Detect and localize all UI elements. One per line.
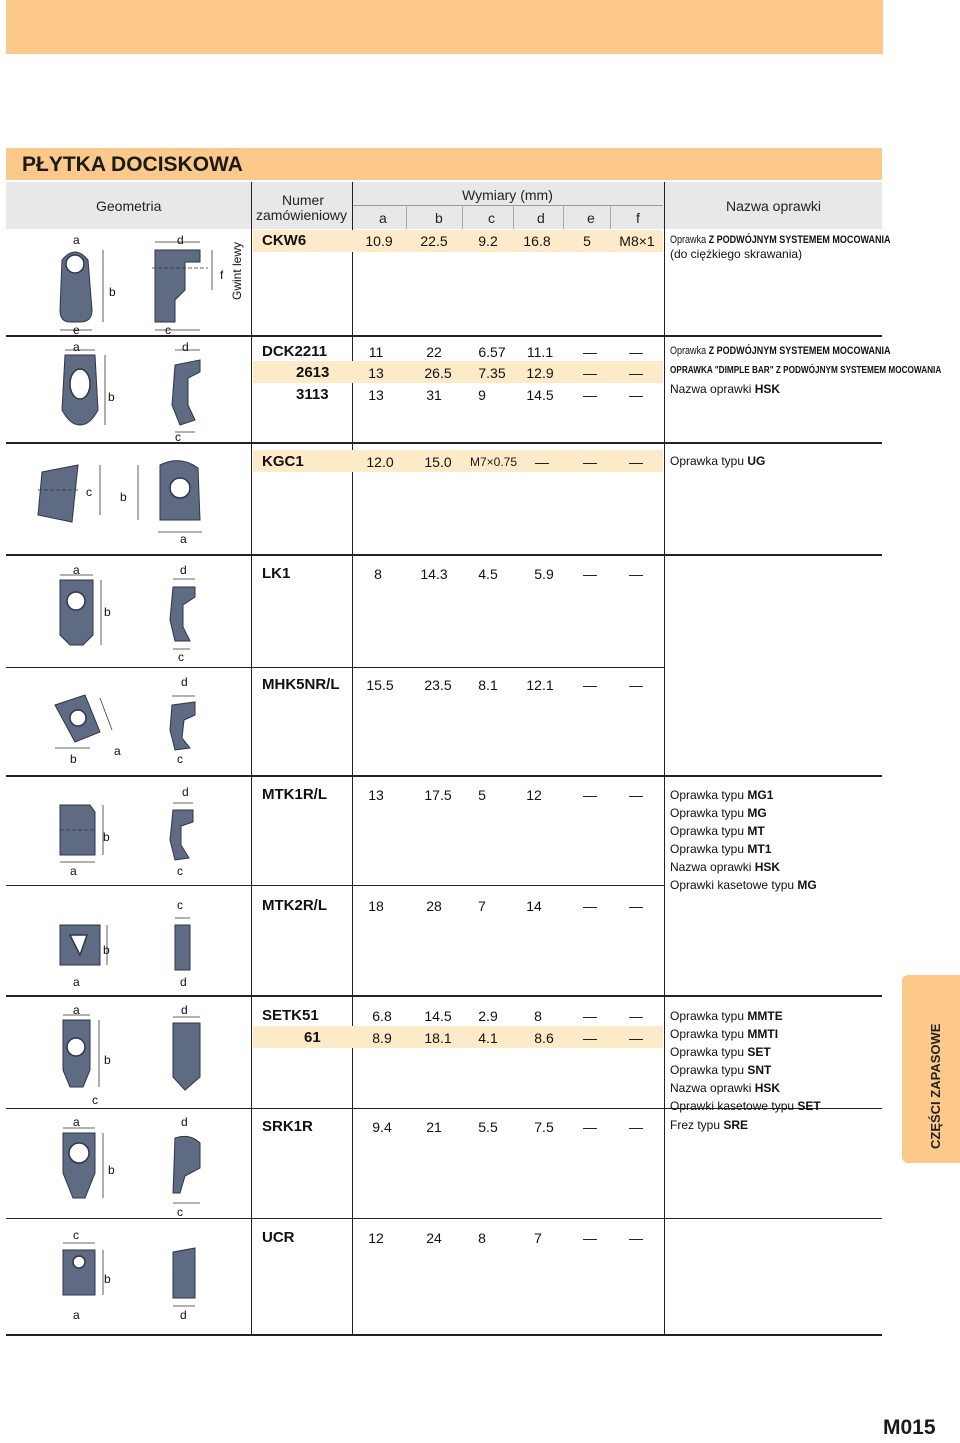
dim-e: —: [583, 454, 597, 470]
dim-d: 12.1: [526, 677, 554, 693]
holder-kgc1: Oprawka typu UG: [670, 454, 766, 468]
header-order-line1: Numer: [282, 192, 325, 208]
dim-d: 7: [534, 1230, 542, 1246]
holder-mtk-item: Oprawki kasetowe typu MG: [670, 878, 817, 892]
holder-dck-line2: OPRAWKA "DIMPLE BAR" Z PODWÓJNYM SYSTEMEM MOCOWANIA: [670, 365, 942, 376]
header-dim-d: d: [537, 210, 545, 226]
dim-label-d: d: [182, 340, 189, 354]
srk1r-drawing: [55, 1128, 245, 1213]
order-code: MTK1R/L: [262, 786, 327, 803]
dim-label-a: a: [73, 975, 80, 989]
col-sep-c: [513, 205, 514, 229]
holder-mtk-item: Nazwa oprawki HSK: [670, 860, 781, 874]
dim-c: 5.5: [478, 1119, 498, 1135]
dim-b: 15.0: [424, 454, 452, 470]
order-code: SRK1R: [262, 1118, 313, 1135]
dim-f: —: [629, 566, 643, 582]
holder-setk-item: Oprawka typu MMTI: [670, 1027, 779, 1041]
dim-label-a: a: [180, 532, 187, 546]
dim-label-c: c: [177, 1205, 183, 1219]
dim-d: 16.8: [523, 233, 551, 249]
dim-a: 6.8: [372, 1008, 392, 1024]
dim-label-a: a: [73, 563, 80, 577]
dim-label-c: c: [177, 898, 183, 912]
dim-label-c: c: [92, 1093, 98, 1107]
dim-a: 13: [368, 787, 384, 803]
dim-label-b: b: [70, 752, 77, 766]
dim-b: 31: [426, 387, 442, 403]
dim-label-a: a: [73, 340, 80, 354]
dim-label-d: d: [181, 1115, 188, 1129]
dim-f: —: [629, 365, 643, 381]
dim-b: 22: [426, 344, 442, 360]
header-dim-c: c: [488, 210, 495, 226]
row-sep: [6, 1218, 882, 1219]
dim-label-c: c: [177, 864, 183, 878]
dim-label-a: a: [73, 1115, 80, 1129]
dim-d: 14.5: [526, 387, 554, 403]
order-code: DCK2211: [262, 343, 328, 360]
dim-e: —: [583, 566, 597, 582]
header-geometry: Geometria: [96, 198, 162, 214]
dim-e: —: [583, 898, 597, 914]
header-holder-name: Nazwa oprawki: [726, 198, 821, 214]
holder-mtk-item: Oprawka typu MT: [670, 824, 765, 838]
order-code: MTK2R/L: [262, 897, 327, 914]
dim-c: 7.35: [478, 365, 506, 381]
row-sep: [6, 775, 882, 777]
dim-label-d: d: [180, 975, 187, 989]
dck-drawing: [50, 350, 250, 440]
dim-d: —: [535, 454, 549, 470]
order-code: 2613: [296, 364, 330, 381]
dim-label-c: c: [73, 1228, 79, 1242]
dim-e: —: [583, 1119, 597, 1135]
dim-label-d: d: [181, 675, 188, 689]
dim-label-b: b: [104, 1272, 111, 1286]
holder-srk: Frez typu SRE: [670, 1118, 749, 1132]
dim-label-c: c: [175, 430, 181, 444]
header-dim-f: f: [636, 210, 640, 226]
holder-setk-list: [670, 1007, 821, 1115]
dim-label-b: b: [103, 830, 110, 844]
ckw6-drawing: [40, 230, 250, 335]
dim-label-e: e: [73, 323, 80, 337]
holder-mtk-item: Oprawka typu MT1: [670, 842, 772, 856]
dim-d: 7.5: [534, 1119, 554, 1135]
order-code: UCR: [262, 1229, 295, 1246]
row-sep: [6, 554, 882, 556]
dim-d: 11.1: [526, 344, 554, 360]
dim-f: —: [629, 1230, 643, 1246]
dim-a: 15.5: [366, 677, 394, 693]
row-sep: [6, 995, 882, 997]
dim-e: —: [583, 344, 597, 360]
holder-mtk-item: Oprawka typu MG1: [670, 788, 774, 802]
header-dimensions: Wymiary (mm): [462, 187, 553, 203]
dim-d: 5.9: [534, 566, 554, 582]
dim-label-b: b: [104, 1053, 111, 1067]
order-code: 61: [304, 1029, 321, 1046]
holder-mtk-list: [670, 786, 817, 894]
dim-d: 14: [526, 898, 542, 914]
dim-e: —: [583, 787, 597, 803]
dim-label-d: d: [180, 563, 187, 577]
dim-f: —: [629, 387, 643, 403]
dim-a: 12.0: [366, 454, 394, 470]
dim-label-d: d: [180, 1308, 187, 1322]
side-tab-label: CZĘŚCI ZAPASOWE: [928, 1023, 943, 1149]
col-sep-d: [563, 205, 564, 229]
dim-b: 28: [426, 898, 442, 914]
ucr-drawing: [55, 1240, 245, 1320]
dim-c: 2.9: [478, 1008, 498, 1024]
order-code: MHK5NR/L: [262, 676, 340, 693]
dim-label-b: b: [108, 390, 115, 404]
dim-e: —: [583, 1008, 597, 1024]
row-sep: [6, 1334, 882, 1336]
dim-f: —: [629, 454, 643, 470]
row-sep: [6, 667, 664, 668]
dim-label-a: a: [73, 1003, 80, 1017]
dim-label-c: c: [86, 485, 92, 499]
holder-setk-item: Nazwa oprawki HSK: [670, 1081, 781, 1095]
dim-a: 13: [368, 365, 384, 381]
dim-c: 8: [478, 1230, 486, 1246]
row-sep: [6, 442, 882, 444]
dim-a: 10.9: [365, 233, 393, 249]
setk-drawing: [55, 1015, 245, 1105]
dim-b: 26.5: [424, 365, 452, 381]
dim-label-a: a: [73, 1308, 80, 1322]
dim-e: —: [583, 1030, 597, 1046]
col-sep-geometry: [251, 182, 252, 1335]
header-dim-b: b: [435, 210, 443, 226]
dim-label-c: c: [165, 323, 171, 337]
dim-c: 4.5: [478, 566, 498, 582]
header-dim-e: e: [587, 210, 595, 226]
col-sep-dims: [664, 182, 665, 1335]
dim-a: 13: [368, 387, 384, 403]
dim-d: 8.6: [534, 1030, 554, 1046]
page-title: PŁYTKA DOCISKOWA: [22, 153, 243, 176]
mhk5-drawing: [50, 690, 245, 770]
dim-a: 9.4: [372, 1119, 392, 1135]
dim-c: 9: [478, 387, 486, 403]
dim-label-b: b: [120, 490, 127, 504]
holder-dck-line1: Oprawka Z PODWÓJNYM SYSTEMEM MOCOWANIA: [670, 345, 891, 357]
dim-c: 5: [478, 787, 486, 803]
dim-d: 8: [534, 1008, 542, 1024]
dim-f: —: [629, 787, 643, 803]
dim-c: 8.1: [478, 677, 498, 693]
header-order-line2: zamówieniowy: [256, 207, 348, 223]
holder-setk-item: Oprawka typu MMTE: [670, 1009, 783, 1023]
dim-c: 7: [478, 898, 486, 914]
dim-e: —: [583, 1230, 597, 1246]
spare-parts-side-tab: [902, 975, 960, 1163]
dim-d: 12.9: [526, 365, 554, 381]
dim-label-c: c: [178, 650, 184, 664]
dim-d: 12: [526, 787, 542, 803]
order-code: CKW6: [262, 232, 307, 249]
col-sep-e: [610, 205, 611, 229]
dim-label-f: f: [220, 268, 224, 282]
dim-label-b: b: [104, 605, 111, 619]
dim-c: 9.2: [478, 233, 498, 249]
dim-a: 12: [368, 1230, 384, 1246]
order-code: SETK51: [262, 1007, 319, 1024]
order-code: KGC1: [262, 453, 304, 470]
holder-setk-item: Oprawka typu SNT: [670, 1063, 772, 1077]
top-color-bar: [6, 0, 883, 54]
dim-e: 5: [583, 233, 591, 249]
mtk2-drawing: [55, 910, 245, 990]
left-hand-thread-label: Gwint lewy: [230, 241, 244, 300]
dim-f: M8×1: [619, 233, 655, 249]
dim-label-b: b: [108, 1163, 115, 1177]
holder-mtk-item: Oprawka typu MG: [670, 806, 767, 820]
dim-label-a: a: [73, 233, 80, 247]
row-sep: [6, 335, 882, 337]
dim-b: 21: [426, 1119, 442, 1135]
holder-ckw6-line1: Oprawka Z PODWÓJNYM SYSTEMEM MOCOWANIA: [670, 234, 891, 246]
order-code: LK1: [262, 565, 291, 582]
kgc1-drawing: [30, 460, 250, 550]
dim-a: 18: [368, 898, 384, 914]
mtk1-drawing: [55, 800, 245, 880]
col-sep-a: [406, 205, 407, 229]
dim-e: —: [583, 365, 597, 381]
header-divider: [352, 205, 663, 206]
dim-b: 18.1: [424, 1030, 452, 1046]
header-dim-a: a: [379, 210, 387, 226]
dim-label-b: b: [109, 285, 116, 299]
dim-f: —: [629, 1008, 643, 1024]
dim-a: 8.9: [372, 1030, 392, 1046]
dim-a: 11: [368, 344, 384, 360]
dim-label-d: d: [181, 1003, 188, 1017]
holder-dck-line3: Nazwa oprawki HSK: [670, 382, 781, 396]
dim-e: —: [583, 677, 597, 693]
page-number: M015: [883, 1416, 936, 1439]
dim-label-d: d: [182, 785, 189, 799]
holder-ckw6-line2: (do ciężkiego skrawania): [670, 247, 803, 261]
dim-b: 14.5: [424, 1008, 452, 1024]
row-sep: [6, 885, 664, 886]
dim-b: 24: [426, 1230, 442, 1246]
dim-f: —: [629, 677, 643, 693]
section-title-bar: [6, 148, 882, 180]
holder-setk-item: Oprawki kasetowe typu SET: [670, 1099, 821, 1113]
dim-b: 14.3: [420, 566, 448, 582]
dim-b: 23.5: [424, 677, 452, 693]
order-code: 3113: [296, 386, 329, 403]
dim-f: —: [629, 898, 643, 914]
dim-f: —: [629, 344, 643, 360]
lk1-drawing: [55, 575, 245, 660]
dim-label-a: a: [70, 864, 77, 878]
dim-c: 4.1: [478, 1030, 498, 1046]
dim-e: —: [583, 387, 597, 403]
dim-label-a: a: [114, 744, 121, 758]
dim-c: M7×0.75: [470, 455, 518, 469]
dim-a: 8: [374, 566, 382, 582]
dim-b: 17.5: [424, 787, 452, 803]
dim-c: 6.57: [478, 344, 506, 360]
dim-f: —: [629, 1119, 643, 1135]
dim-label-b: b: [103, 943, 110, 957]
dim-label-d: d: [177, 233, 184, 247]
col-sep-b: [462, 205, 463, 229]
holder-setk-item: Oprawka typu SET: [670, 1045, 771, 1059]
dim-f: —: [629, 1030, 643, 1046]
dim-b: 22.5: [420, 233, 448, 249]
dim-label-c: c: [177, 752, 183, 766]
